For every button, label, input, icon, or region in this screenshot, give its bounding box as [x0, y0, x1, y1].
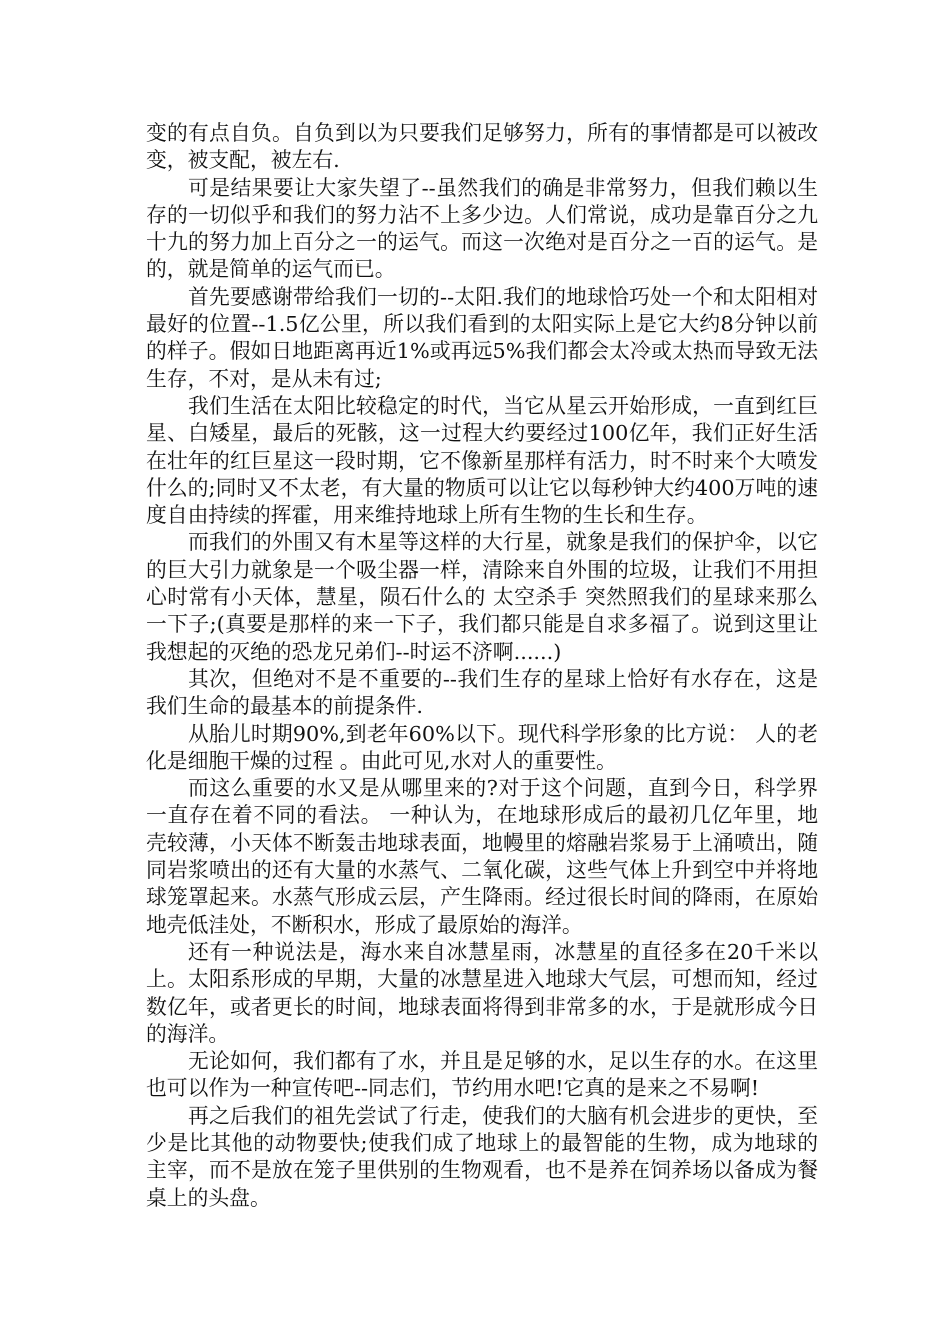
paragraph-5: 而我们的外围又有木星等这样的大行星，就象是我们的保护伞，以它的巨大引力就象是一个吸尘器一样，清除来自外围的垃圾，让我们不用担心时常有小天体，慧星，陨石什么的 太空杀手 突然照我们的星球来那么一下子;(真要是那样的来一下子，我们都只能是自求多福了。说到这里让我想起的灭绝的恐龙兄弟们--时运不济啊......) [146, 530, 818, 664]
paragraph-10: 无论如何，我们都有了水，并且是足够的水，足以生存的水。在这里也可以作为一种宣传吧--同志们，节约用水吧!它真的是来之不易啊! [146, 1049, 818, 1101]
paragraph-9: 还有一种说法是，海水来自冰慧星雨，冰慧星的直径多在20千米以上。太阳系形成的早期，大量的冰慧星进入地球大气层，可想而知，经过数亿年，或者更长的时间，地球表面将得到非常多的水，于是就形成今日的海洋。 [146, 939, 818, 1046]
paragraph-3: 首先要感谢带给我们一切的--太阳.我们的地球恰巧处一个和太阳相对最好的位置--1.5亿公里，所以我们看到的太阳实际上是它大约8分钟以前的样子。假如日地距离再近1%或再远5%我们都会太冷或太热而导致无法生存，不对，是从未有过; [146, 284, 818, 391]
paragraph-11: 再之后我们的祖先尝试了行走，使我们的大脑有机会进步的更快，至少是比其他的动物要快;使我们成了地球上的最智能的生物，成为地球的主宰，而不是放在笼子里供别的生物观看，也不是养在饲养场以备成为餐桌上的头盘。 [146, 1103, 818, 1210]
paragraph-2: 可是结果要让大家失望了--虽然我们的确是非常努力，但我们赖以生存的一切似乎和我们的努力沾不上多少边。人们常说，成功是靠百分之九十九的努力加上百分之一的运气。而这一次绝对是百分之一百的运气。是的，就是简单的运气而已。 [146, 175, 818, 282]
paragraph-8: 而这么重要的水又是从哪里来的?对于这个问题，直到今日，科学界一直存在着不同的看法。 一种认为，在地球形成后的最初几亿年里，地壳较薄，小天体不断轰击地球表面，地幔里的熔融岩浆易于上涌喷出，随同岩浆喷出的还有大量的水蒸气、二氧化碳，这些气体上升到空中并将地球笼罩起来。水蒸气形成云层，产生降雨。经过很长时间的降雨，在原始地壳低洼处，不断积水，形成了最原始的海洋。 [146, 776, 818, 937]
paragraph-7: 从胎儿时期90%,到老年60%以下。现代科学形象的比方说： 人的老化是细胞干燥的过程 。由此可见,水对人的重要性。 [146, 721, 818, 773]
paragraph-1: 变的有点自负。自负到以为只要我们足够努力，所有的事情都是可以被改变，被支配，被左右. [146, 121, 818, 173]
paragraph-6: 其次，但绝对不是不重要的--我们生存的星球上恰好有水存在，这是我们生命的最基本的前提条件. [146, 666, 818, 719]
document-body [146, 120, 818, 1212]
paragraph-4: 我们生活在太阳比较稳定的时代，当它从星云开始形成，一直到红巨星、白矮星，最后的死骸，这一过程大约要经过100亿年，我们正好生活在壮年的红巨星这一段时期，它不像新星那样有活力，时不时来个大喷发什么的;同时又不太老，有大量的物质可以让它以每秒钟大约400万吨的速度自由持续的挥霍，用来维持地球上所有生物的生长和生存。 [146, 393, 818, 528]
